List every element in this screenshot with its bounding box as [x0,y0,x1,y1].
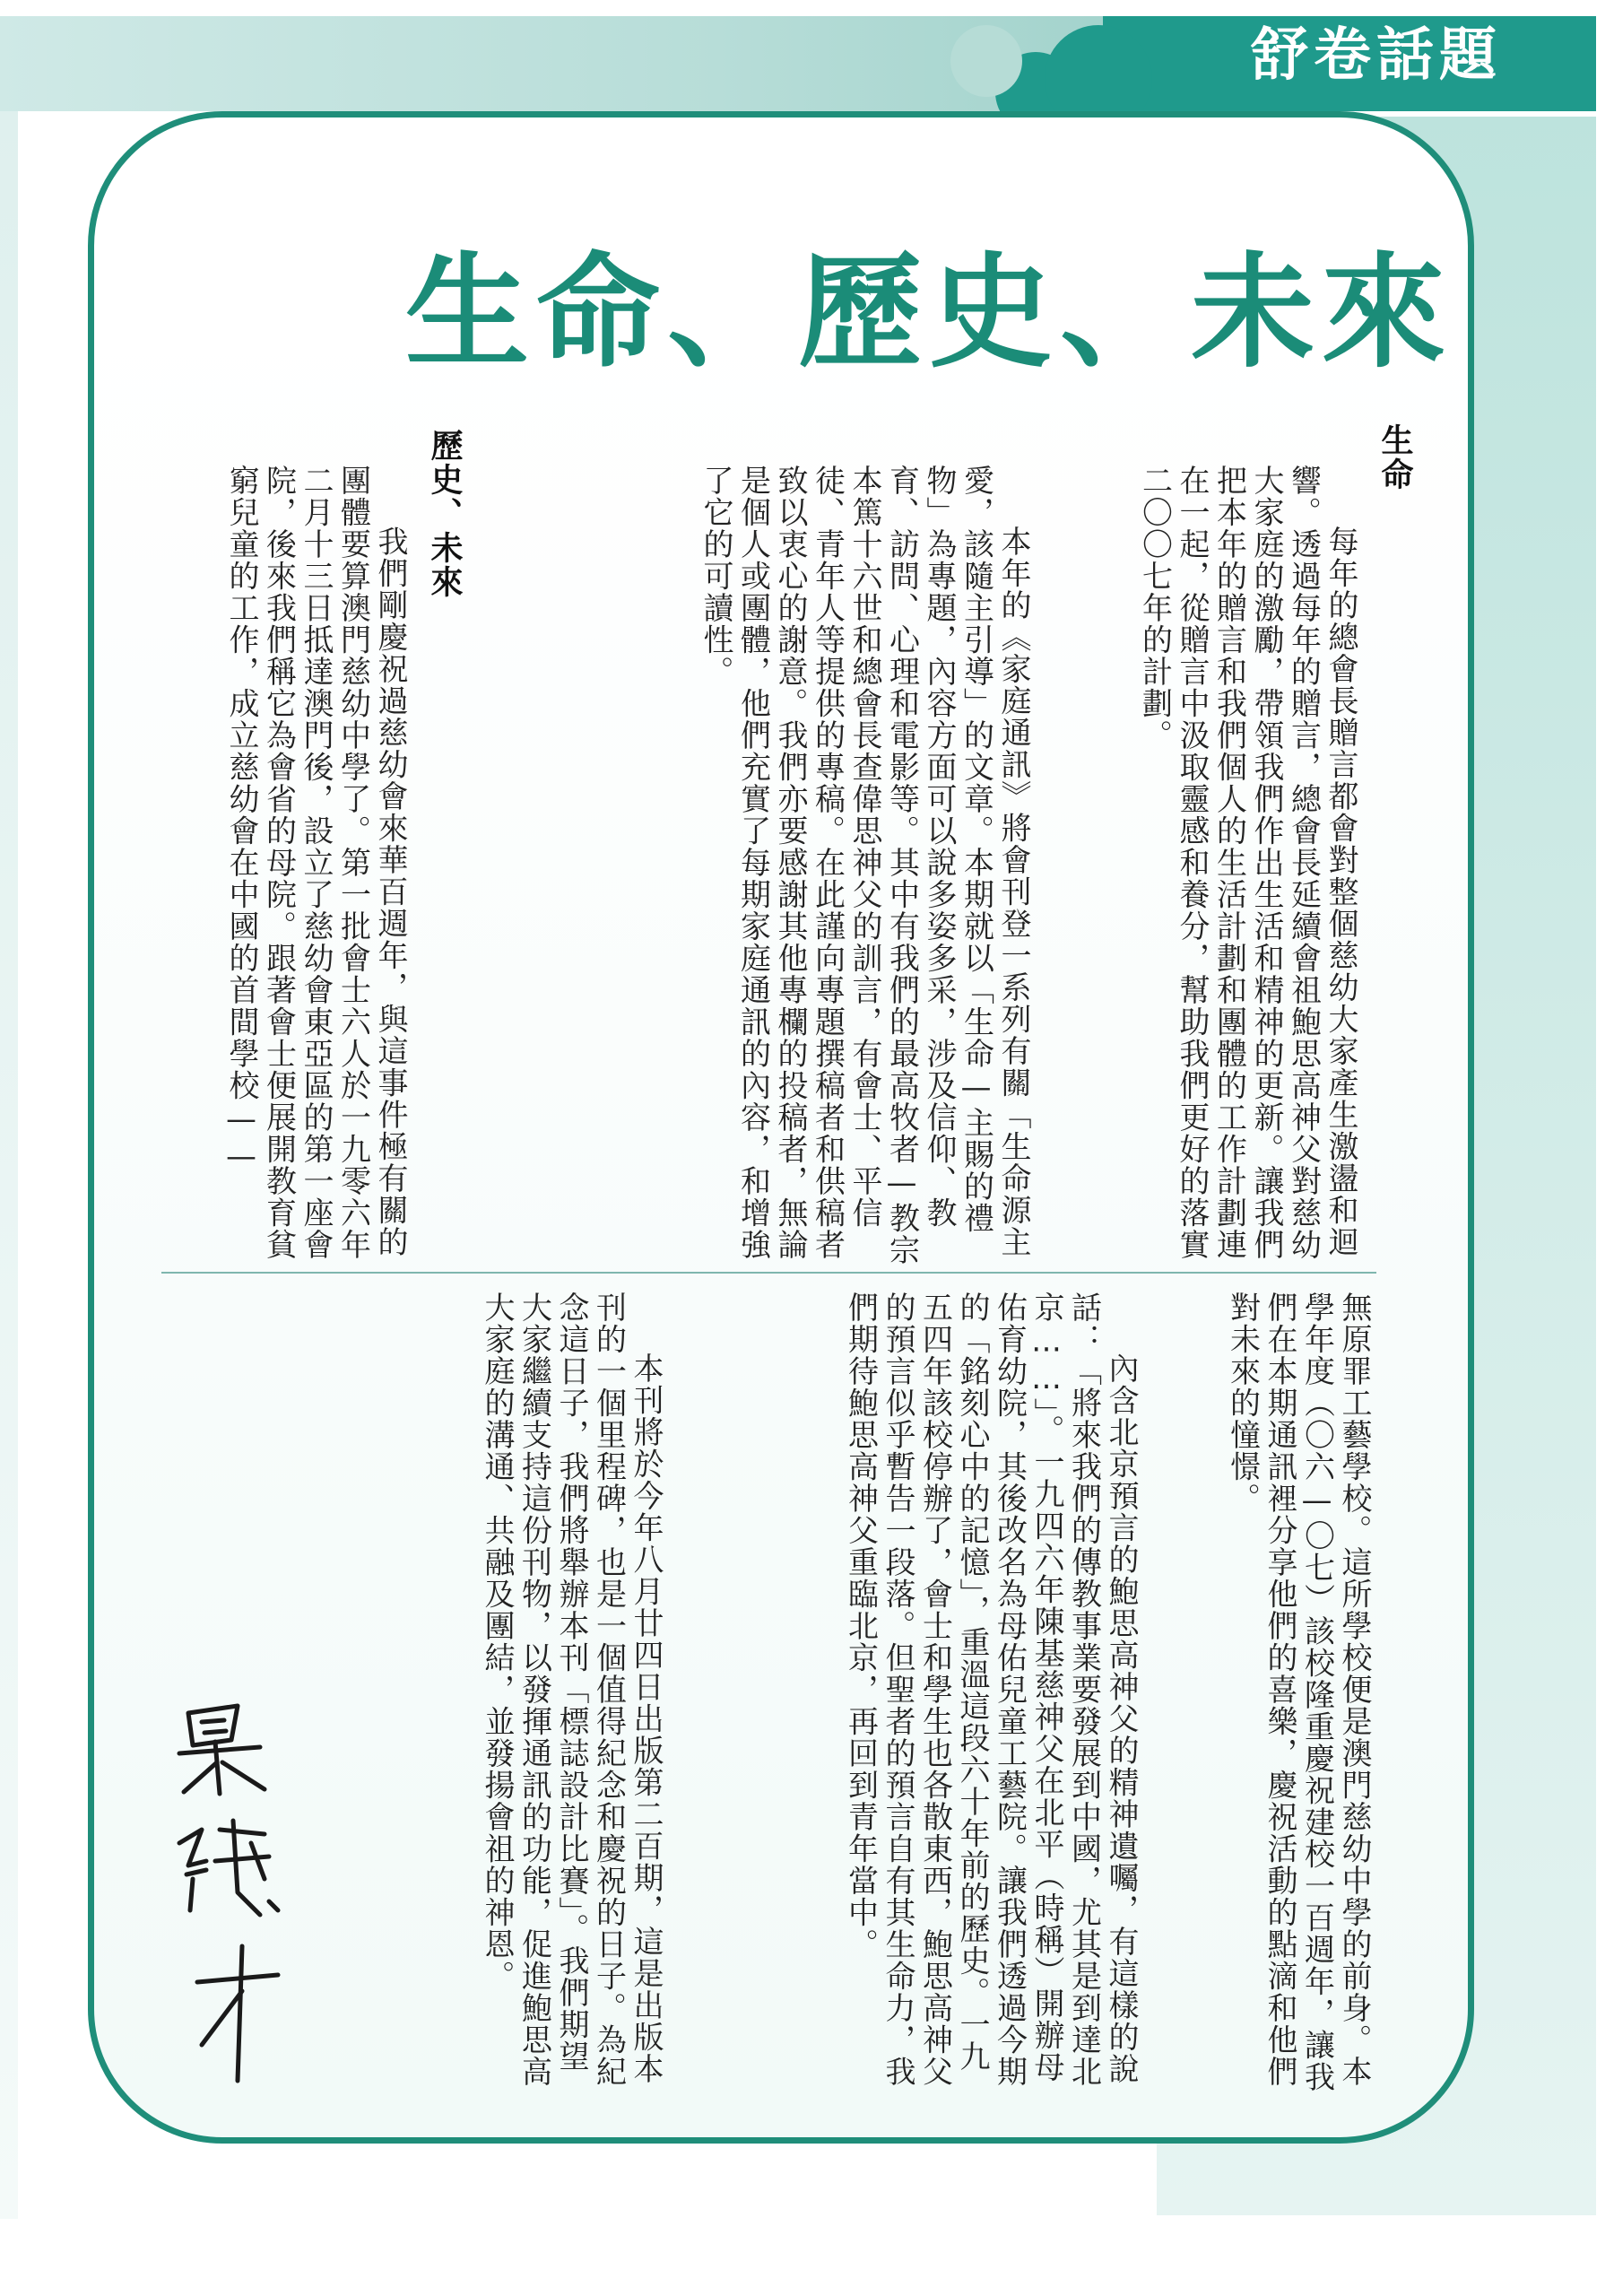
left-edge-strip [0,111,18,2219]
article-title: 生命、歷史、未來 [404,239,1453,385]
paragraph-text: 我們剛慶祝過慈幼會來華百週年，與這事件極有關的團體要算澳門慈幼中學了。第一批會士六人於一九零六年二月十三日抵達澳門後，設立了慈幼會東亞區的第一座會院，後來我們稱它為會省的母院。跟著會士便展開教育貧窮兒童的工作，成立慈幼會在中國的首間學校—— [223,465,408,1261]
paragraph-history [157,465,408,1272]
paragraph-life [1054,465,1358,1272]
paragraph-text: 本刊將於今年八月廿四日出版第二百期，這是出版本刊的一個里程碑，也是一個值得紀念和慶祝的日子。為紀念這日子，我們將舉辦本刊「標誌設計比賽」。我們期望大家繼續支持這份刊物，以發揮通訊的功能，促進鮑思高大家庭的溝通、共融及團結，並發揚會祖的神恩。 [479,1292,664,2088]
paragraph-text: 無原罪工藝學校。這所學校便是澳門慈幼中學的前身。本學年度（〇六—〇七）該校隆重慶祝建校一百週年，讓我們在本期通訊裡分享他們的喜樂，慶祝活動的點滴和他們對未來的憧憬。 [1224,1292,1372,2093]
section-label: 舒卷話題 [1251,22,1502,89]
paragraph-text: 每年的總會長贈言都會對整個慈幼大家產生激盪和迴響。透過每年的贈言，總會長延續會祖鮑思高神父對慈幼大家庭的激勵，帶領我們作出生活和精神的更新。讓我們把本年的贈言和我們個人的生活計劃和團體的工作計劃連在一起，從贈言中汲取靈感和養分，幫助我們更好的落實二〇〇七年的計劃。 [1136,465,1358,1261]
heading-history-future: 歷史、未來 [426,429,463,599]
banner-cloud-shape [950,25,1022,97]
paragraph-beijing [744,1292,1139,2099]
paragraph-text: 內含北京預言的鮑思高神父的精神遺囑，有這樣的說話：「將來我們的傳教事業要發展到中國，尤其是到達北京……」。一九四六年陳基慈神父在北平（時稱）開辦母佑育幼院，其後改名為母佑兒童工藝院。讓我們透過今期的「銘刻心中的記憶」，重溫這段六十年前的歷史。一九五四年該校停辦了，會士和學生也各散東西，鮑思高神父的預言似乎暫告一段落。但聖者的預言自有其生命力，我們期待鮑思高神父重臨北京，再回到青年當中。 [842,1292,1139,2088]
paragraph-issue [529,465,1031,1272]
heading-life: 生命 [1376,423,1413,491]
column-divider [161,1272,1376,1274]
paragraph-anniversary [359,1292,664,2099]
handwritten-signature [152,1686,305,2108]
paragraph-text: 本年的《家庭通訊》將會刊登一系列有關「生命源主愛，該隨主引導」的文章。本期就以「生命—主賜的禮物」為專題，內容方面可以說多姿多采，涉及信仰、教育、訪問、心理和電影等。其中有我們的最高牧者—教宗本篤十六世和總會長查偉思神父的訓言，有會士、平信徒、青年人等提供的專稿。在此謹向專題撰稿者和供稿者致以衷心的謝意。我們亦要感謝其他專欄的投稿者，無論是個人或團體，他們充實了每期家庭通訊的內容，和增強了它的可讀性。 [698,465,1031,1266]
paragraph-history-continued [1175,1292,1372,2099]
